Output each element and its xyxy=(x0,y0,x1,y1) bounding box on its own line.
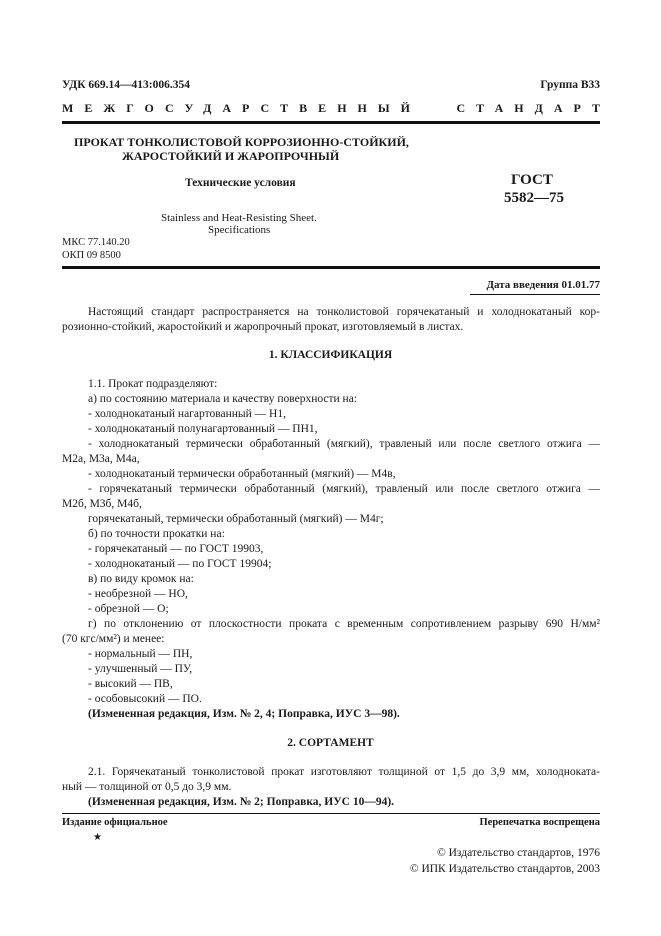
section1-line: - необрезной — НО, xyxy=(88,588,188,600)
section1-line: - холоднокатаный полунагартованный — ПН1, xyxy=(88,423,318,435)
section2-heading: 2. СОРТАМЕНТ xyxy=(287,737,374,749)
section1-line: - холоднокатаный термически обработанный (мягкий) — М4в, xyxy=(88,468,396,480)
official-edition: Издание официальное xyxy=(62,817,168,828)
okp-code: ОКП 09 8500 xyxy=(62,250,121,261)
intro-line2: розионно-стойкий, жаростойкий и жаропрочный прокат, изготовляемый в листах. xyxy=(62,321,464,333)
standard-band xyxy=(62,101,611,116)
band-left: МЕЖГОСУДАРСТВЕННЫЙ xyxy=(62,101,421,115)
mid-rule xyxy=(62,266,600,269)
intro-date-label: Дата введения xyxy=(486,279,559,291)
section1-line: - нормальный — ПН, xyxy=(88,648,193,660)
section1-line: 1.1. Прокат подразделяют: xyxy=(88,378,218,390)
section1-line: - особовысокий — ПО. xyxy=(88,693,202,705)
section1-line: (70 кгс/мм²) и менее: xyxy=(62,633,165,645)
english-title2: Specifications xyxy=(208,224,271,236)
section1-line: - высокий — ПВ, xyxy=(88,678,173,690)
gost-label: ГОСТ xyxy=(511,172,553,188)
subtitle: Технические условия xyxy=(185,177,296,189)
top-rule xyxy=(62,121,600,124)
udk-code: УДК 669.14—413:006.354 xyxy=(62,79,190,91)
title-line2: ЖАРОСТОЙКИЙ И ЖАРОПРОЧНЫЙ xyxy=(122,149,340,163)
reprint-notice: Перепечатка воспрещена xyxy=(479,817,600,828)
section1-line: а) по состоянию материала и качеству поверхности на: xyxy=(88,393,357,405)
group-code: Группа В33 xyxy=(540,79,600,91)
section1-heading: 1. КЛАССИФИКАЦИЯ xyxy=(268,349,393,361)
section1-line: - холоднокатаный термически обработанный (мягкий), травленый или после светлого отжига — xyxy=(88,438,600,450)
section1-line: - горячекатаный — по ГОСТ 19903, xyxy=(88,543,264,555)
title-line1: ПРОКАТ ТОНКОЛИСТОВОЙ КОРРОЗИОННО-СТОЙКИЙ, xyxy=(74,135,409,149)
section1-line: в) по виду кромок на: xyxy=(88,573,194,585)
section1-line: М2б, М3б, М4б, xyxy=(62,498,142,510)
english-title1: Stainless and Heat-Resisting Sheet. xyxy=(161,212,317,224)
section1-line: - горячекатаный термически обработанный (мягкий), травленый или после светлого отжига — xyxy=(88,483,600,495)
section1-line: М2а, М3а, М4а, xyxy=(62,453,140,465)
section1-line: - улучшенный — ПУ, xyxy=(88,663,193,675)
copyright2: © ИПК Издательство стандартов, 2003 xyxy=(409,863,600,875)
intro-date-value: 01.01.77 xyxy=(561,279,600,291)
star-icon: ★ xyxy=(93,832,102,843)
date-rule xyxy=(470,294,600,295)
copyright1: © Издательство стандартов, 1976 xyxy=(436,847,600,859)
intro-date xyxy=(486,278,600,293)
section1-line: - холоднокатаный — по ГОСТ 19904; xyxy=(88,558,272,570)
section1-line: горячекатаный, термически обработанный (мягкий) — М4г; xyxy=(88,513,384,525)
band-right: СТАНДАРТ xyxy=(456,101,611,115)
section2-line2: ный — толщиной от 0,5 до 3,9 мм. xyxy=(62,781,232,793)
intro-line1: Настоящий стандарт распространяется на тонколистовой горячекатаный и холоднокатаный кор- xyxy=(88,306,600,318)
footer-rule xyxy=(62,813,600,814)
gost-number: 5582—75 xyxy=(504,190,564,206)
section1-line: б) по точности прокатки на: xyxy=(88,528,225,540)
section1-line: г) по отклонению от плоскостности проката с временным сопротивлением разрыву 690 Н/мм² xyxy=(88,618,600,630)
section2-amendment: (Измененная редакция, Изм. № 2; Поправка, ИУС 10—94). xyxy=(88,796,395,808)
section1-line: - обрезной — О; xyxy=(88,603,169,615)
section1-line: - холоднокатаный нагартованный — Н1, xyxy=(88,408,286,420)
section2-line1: 2.1. Горячекатаный тонколистовой прокат изготовляют толщиной от 1,5 до 3,9 мм, холодноката- xyxy=(88,766,600,778)
section1-amendment: (Измененная редакция, Изм. № 2, 4; Поправка, ИУС 3—98). xyxy=(88,708,400,720)
mks-code: МКС 77.140.20 xyxy=(62,237,130,248)
